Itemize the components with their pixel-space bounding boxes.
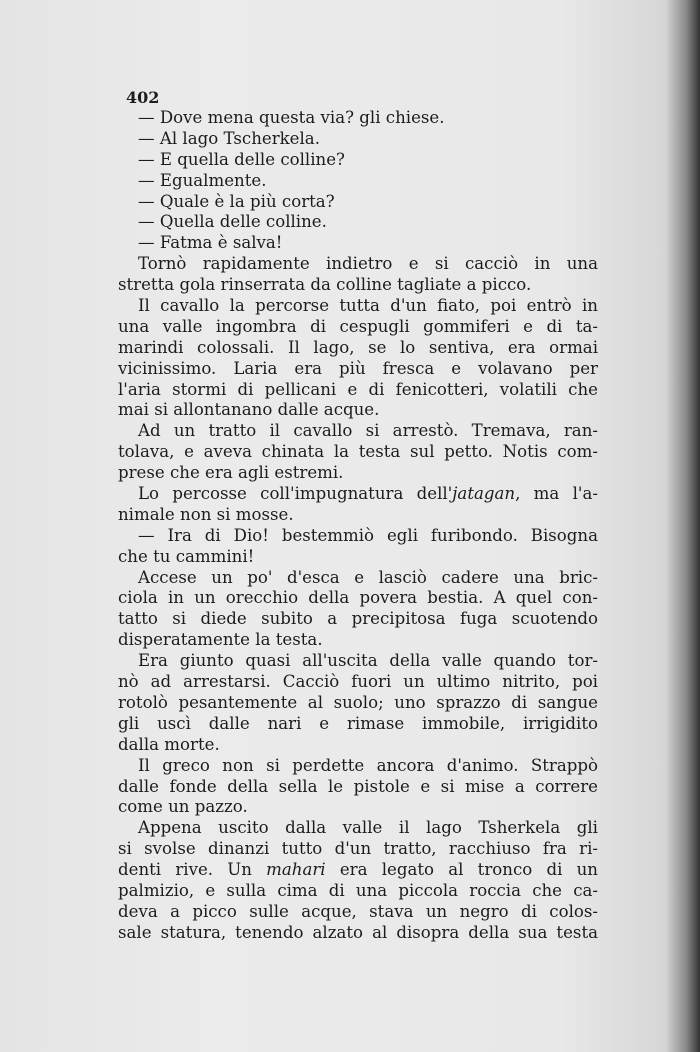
text-line: Accese un po' d'esca e lasciò cadere una bric- <box>138 567 598 587</box>
text-line: marindi colossali. Il lago, se lo sentiva, era ormai <box>118 337 598 357</box>
text-lines <box>118 108 598 944</box>
text-line: — Dove mena questa via? gli chiese. <box>138 108 445 127</box>
text-block <box>118 88 598 944</box>
text-line: palmizio, e sulla cima di una piccola roccia che ca- <box>118 880 598 900</box>
text-line: dalle fonde della sella le pistole e si mise a correre <box>118 776 598 796</box>
italic-word: mahari <box>266 860 326 880</box>
text-line: tatto si diede subito a precipitosa fuga scuotendo <box>118 609 598 629</box>
text-line: si svolse dinanzi tutto d'un tratto, racchiuso fra ri- <box>118 839 598 859</box>
text-segment: Lo percosse coll'impugnatura dell' <box>138 484 453 504</box>
text-line: — Ira di Dio! bestemmiò egli furibondo. Bisogna <box>138 525 598 545</box>
text-line: — E quella delle colline? <box>138 149 345 169</box>
text-line: — Fatma è salva! <box>138 233 283 253</box>
text-line: Tornò rapidamente indietro e si cacciò in una <box>138 254 598 274</box>
text-line: disperatamente la testa. <box>118 630 323 650</box>
text-line: Ad un tratto il cavallo si arrestò. Tremava, ran- <box>138 421 598 441</box>
text-line: dalla morte. <box>118 734 220 754</box>
text-line: ciola in un orecchio della povera bestia. A quel con- <box>118 588 598 608</box>
text-line: una valle ingombra di cespugli gommiferi e di ta- <box>118 316 598 336</box>
text-line: — Al lago Tscherkela. <box>138 128 320 148</box>
text-line: prese che era agli estremi. <box>118 463 344 483</box>
text-line: gli uscì dalle nari e rimase immobile, irrigidito <box>118 713 598 733</box>
text-line: — Egualmente. <box>138 170 267 190</box>
text-line: — Quale è la più corta? <box>138 191 335 211</box>
text-line: — Quella delle colline. <box>138 212 327 232</box>
text-line: mai si allontanano dalle acque. <box>118 400 380 420</box>
text-line: stretta gola rinserrata da colline tagliate a picco. <box>118 275 532 295</box>
text-line: Appena uscito dalla valle il lago Tsherkela gli <box>138 818 598 838</box>
text-line: Era giunto quasi all'uscita della valle quando tor- <box>138 651 598 671</box>
text-line: Il greco non si perdette ancora d'animo. Strappò <box>138 755 598 775</box>
text-line: come un pazzo. <box>118 797 248 817</box>
text-segment: era legato al tronco di un <box>325 860 598 880</box>
page-number: 402 <box>126 88 160 107</box>
text-line: sale statura, tenendo alzato al disopra della sua testa <box>118 922 598 942</box>
text-line <box>118 484 598 505</box>
text-line: deva a picco sulle acque, stava un negro di colos- <box>118 901 598 921</box>
text-line: nò ad arrestarsi. Cacciò fuori un ultimo nitrito, poi <box>118 672 598 692</box>
text-line: tolava, e aveva chinata la testa sul petto. Notis com- <box>118 442 598 462</box>
italic-word: jatagan <box>452 484 516 504</box>
text-line: l'aria stormi di pellicani e di fenicotteri, volatili che <box>118 379 598 399</box>
text-line: Il cavallo la percorse tutta d'un fiato, poi entrò in <box>138 296 598 316</box>
text-line: vicinissimo. Laria era più fresca e volavano per <box>118 358 598 378</box>
text-line: che tu cammini! <box>118 546 255 566</box>
text-segment: denti rive. Un <box>118 860 267 880</box>
text-line: nimale non si mosse. <box>118 504 294 524</box>
text-line <box>118 860 598 881</box>
text-segment: , ma l'a- <box>515 484 598 504</box>
text-line: rotolò pesantemente al suolo; uno sprazzo di sangue <box>118 692 598 712</box>
